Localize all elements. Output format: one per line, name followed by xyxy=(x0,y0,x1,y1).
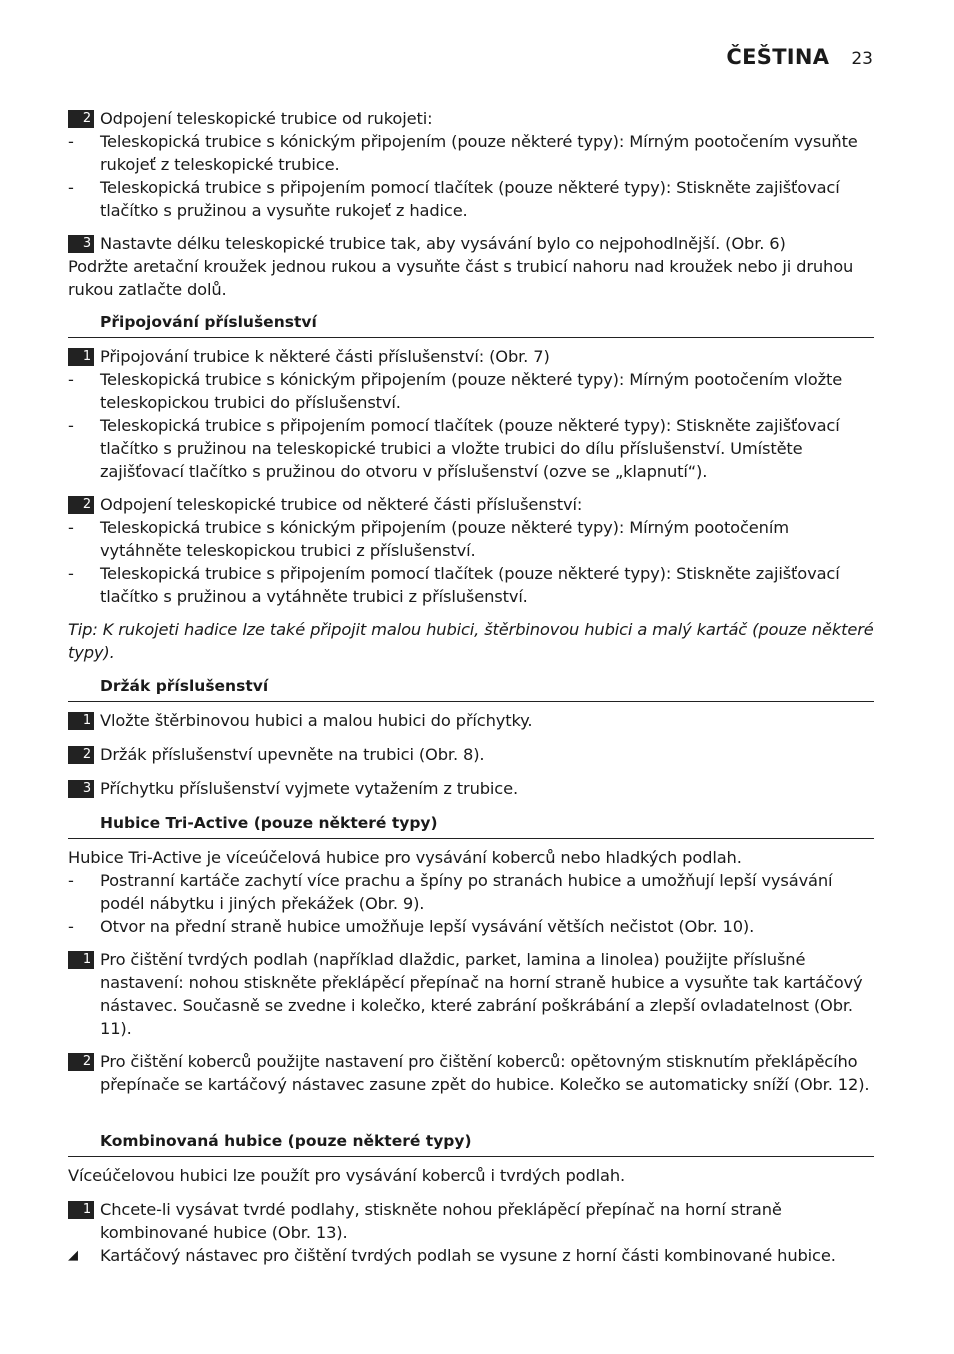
bullet-text: Teleskopická trubice s kónickým připojením (pouze některé typy): Mírným pootočením vysuňte rukojeť z teleskopické trubice. xyxy=(100,132,858,174)
dash-icon: - xyxy=(68,871,74,890)
result-arrow-icon: ◢ xyxy=(68,1248,78,1263)
bullet-item xyxy=(68,130,874,176)
dash-icon: - xyxy=(68,132,74,151)
tip-note: Tip: K rukojeti hadice lze také připojit malou hubici, štěrbinovou hubici a malý kartáč (pouze některé typy). xyxy=(68,620,874,662)
step-block xyxy=(68,1198,874,1267)
page-header xyxy=(726,45,873,69)
bullet-item xyxy=(68,176,874,222)
step-text: Držák příslušenství upevněte na trubici (Obr. 8). xyxy=(100,745,485,764)
result-text: Kartáčový nástavec pro čištění tvrdých podlah se vysune z horní části kombinované hubice. xyxy=(100,1246,836,1265)
section-heading-text: Hubice Tri-Active (pouze některé typy) xyxy=(100,814,438,832)
step-item xyxy=(68,232,874,255)
step-number-badge: 1 xyxy=(68,712,94,730)
step-block xyxy=(68,345,874,483)
step-number-badge: 1 xyxy=(68,1201,94,1219)
step-text: Vložte štěrbinovou hubici a malou hubici do příchytky. xyxy=(100,711,533,730)
step-text: Nastavte délku teleskopické trubice tak, aby vysávání bylo co nejpohodlnější. (Obr. 6) xyxy=(100,234,786,253)
step-block xyxy=(68,232,874,301)
language-title: ČEŠTINA xyxy=(726,45,830,69)
step-block xyxy=(68,107,874,222)
dash-icon: - xyxy=(68,416,74,435)
step-number-badge: 3 xyxy=(68,780,94,798)
bullet-item xyxy=(68,368,874,414)
bullet-item xyxy=(68,915,874,938)
step-block xyxy=(68,493,874,608)
step-item xyxy=(68,948,874,1040)
step-number-badge: 1 xyxy=(68,951,94,969)
section-heading xyxy=(68,812,874,839)
paragraph-block xyxy=(68,846,874,938)
step-block xyxy=(68,709,874,732)
section-heading-text: Kombinovaná hubice (pouze některé typy) xyxy=(100,1132,472,1150)
result-item xyxy=(68,1244,874,1267)
bullet-text: Teleskopická trubice s připojením pomocí tlačítek (pouze některé typy): Stiskněte zajišťovací tlačítko s pružinou a vysuňte rukojeť z hadice. xyxy=(100,178,840,220)
step-item xyxy=(68,709,874,732)
step-number-badge: 2 xyxy=(68,1053,94,1071)
step-text: Pro čištění koberců použijte nastavení pro čištění koberců: opětovným stisknutím překlápěcího přepínače se kartáčový nástavec zasune zpět do hubice. Kolečko se automaticky sníží (Obr. 12). xyxy=(100,1052,870,1094)
step-item xyxy=(68,743,874,766)
paragraph: Podržte aretační kroužek jednou rukou a vysuňte část s trubicí nahoru nad kroužek nebo ji druhou rukou zatlačte dolů. xyxy=(68,257,854,299)
step-number-badge: 2 xyxy=(68,496,94,514)
dash-icon: - xyxy=(68,178,74,197)
dash-icon: - xyxy=(68,564,74,583)
bullet-item xyxy=(68,869,874,915)
bullet-item xyxy=(68,516,874,562)
step-item xyxy=(68,1050,874,1096)
step-block xyxy=(68,777,874,800)
section-heading xyxy=(68,1130,874,1157)
step-text: Příchytku příslušenství vyjmete vytažením z trubice. xyxy=(100,779,518,798)
section-heading-text: Držák příslušenství xyxy=(100,677,269,695)
bullet-text: Teleskopická trubice s připojením pomocí tlačítek (pouze některé typy): Stiskněte zajišťovací tlačítko s pružinou na teleskopické trubici a vložte trubici do dílu příslušenství. Umístěte zajišťovací tlačítko s pružinou do otvoru v příslušenství (ozve se „klapnutí“). xyxy=(100,416,840,481)
bullet-text: Teleskopická trubice s kónickým připojením (pouze některé typy): Mírným pootočením vytáhněte teleskopickou trubici z příslušenství. xyxy=(100,518,789,560)
paragraph: Hubice Tri-Active je víceúčelová hubice pro vysávání koberců nebo hladkých podlah. xyxy=(68,848,742,867)
step-item xyxy=(68,107,874,130)
step-text: Připojování trubice k některé části příslušenství: (Obr. 7) xyxy=(100,347,550,366)
step-item xyxy=(68,1198,874,1244)
step-item xyxy=(68,493,874,516)
page-number: 23 xyxy=(851,49,873,69)
paragraph: Víceúčelovou hubici lze použít pro vysávání koberců i tvrdých podlah. xyxy=(68,1166,626,1185)
dash-icon: - xyxy=(68,370,74,389)
step-block xyxy=(68,1050,874,1096)
bullet-text: Postranní kartáče zachytí více prachu a špíny po stranách hubice a umožňují lepší vysávání podél nábytku i jiných překážek (Obr. 9). xyxy=(100,871,833,913)
step-text: Pro čištění tvrdých podlah (například dlaždic, parket, lamina a linolea) použijte příslušné nastavení: nohou stiskněte překlápěcí přepínač na horní straně hubice a vysuňte tak kartáčový nástavec. Současně se zvedne i kolečko, které zabrání poškrábání a zlepší ovladatelnost (Obr. 11). xyxy=(100,950,863,1038)
bullet-text: Teleskopická trubice s kónickým připojením (pouze některé typy): Mírným pootočením vložte teleskopickou trubici do příslušenství. xyxy=(100,370,843,412)
step-text: Odpojení teleskopické trubice od rukojeti: xyxy=(100,109,433,128)
step-number-badge: 2 xyxy=(68,110,94,128)
step-text: Chcete-li vysávat tvrdé podlahy, stiskněte nohou překlápěcí přepínač na horní straně kombinované hubice (Obr. 13). xyxy=(100,1200,782,1242)
section-heading-text: Připojování příslušenství xyxy=(100,313,317,331)
step-number-badge: 1 xyxy=(68,348,94,366)
step-text: Odpojení teleskopické trubice od některé části příslušenství: xyxy=(100,495,583,514)
bullet-text: Otvor na přední straně hubice umožňuje lepší vysávání větších nečistot (Obr. 10). xyxy=(100,917,755,936)
bullet-text: Teleskopická trubice s připojením pomocí tlačítek (pouze některé typy): Stiskněte zajišťovací tlačítko s pružinou a vytáhněte trubici z příslušenství. xyxy=(100,564,840,606)
step-item xyxy=(68,345,874,368)
bullet-item xyxy=(68,414,874,483)
step-block xyxy=(68,743,874,766)
step-number-badge: 3 xyxy=(68,235,94,253)
step-number-badge: 2 xyxy=(68,746,94,764)
bullet-item xyxy=(68,562,874,608)
dash-icon: - xyxy=(68,518,74,537)
section-heading xyxy=(68,311,874,338)
paragraph-block xyxy=(68,1164,874,1187)
step-item xyxy=(68,777,874,800)
dash-icon: - xyxy=(68,917,74,936)
section-heading xyxy=(68,675,874,702)
step-block xyxy=(68,948,874,1040)
